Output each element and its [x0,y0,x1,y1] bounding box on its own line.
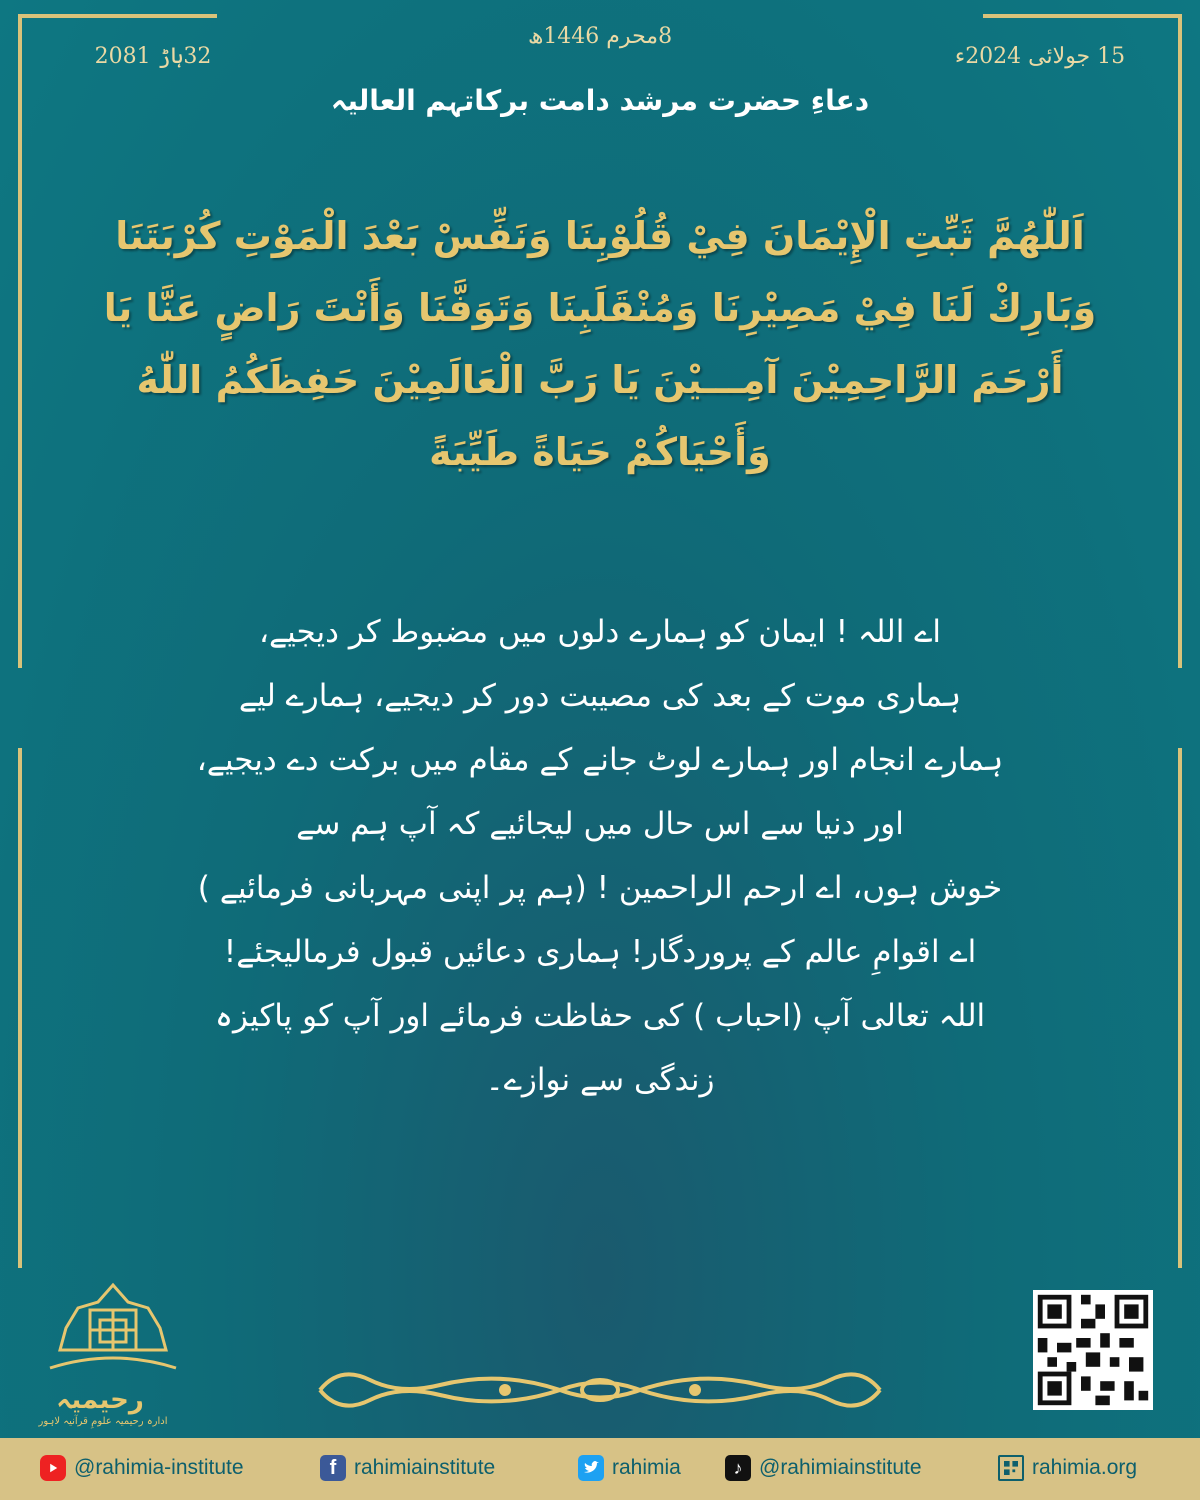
date-hijri: 8محرم 1446ھ [527,24,673,49]
website-url: rahimia.org [1032,1456,1138,1479]
facebook-link[interactable] [320,1452,495,1484]
qr-code[interactable] [1033,1290,1153,1410]
ornament-divider [300,1360,900,1420]
date-gregorian: 15 جولائی 2024ء [954,44,1126,69]
arabic-dua: اَللّٰهُمَّ ثَبِّتِ الْإِيْمَانَ فِيْ قُلُوْبِنَا وَنَفِّسْ بَعْدَ الْمَوْتِ كُرْبَتَنَا وَبَارِكْ لَنَا فِيْ مَصِيْرِنَا وَمُنْقَلَبِنَا وَتَوَفَّنَا وَأَنْتَ رَاضٍ عَنَّا يَا أَرْحَمَ الرَّاحِمِيْنَ آمِـــيْنَ يَا رَبَّ الْعَالَمِيْنَ حَفِظَكُمُ اللّٰهُ وَأَحْيَاكُمْ حَيَاةً طَيِّبَةً [103,214,1097,474]
website-link[interactable] [998,1452,1137,1484]
page-title: دعاءِ حضرت مرشد دامت برکاتہم العالیہ [330,84,870,117]
translation-line: زندگی سے نوازے۔ [485,1062,715,1098]
tiktok-link[interactable] [725,1452,922,1484]
tiktok-icon: ♪ [725,1455,751,1481]
date-bikrami: 32ہاڑ 2081 [94,44,212,69]
frame-bottom-left [18,748,22,1268]
urdu-translation [100,600,1100,1112]
translation-line: اے اقوامِ عالم کے پروردگار! ہماری دعائیں قبول فرمالیجئے! [223,934,977,970]
translation-line: اللہ تعالی آپ (احباب ) کی حفاظت فرمائے اور آپ کو پاکیزہ [214,998,986,1034]
youtube-handle: @rahimia-institute [74,1456,244,1479]
youtube-link[interactable] [40,1452,244,1484]
translation-line: خوش ہوں، اے ارحم الراحمین ! (ہم پر اپنی مہربانی فرمائیے ) [197,870,1003,906]
twitter-handle: rahimia [612,1456,681,1479]
logo-name: رحیمیہ [56,1385,144,1415]
twitter-icon [578,1455,604,1481]
youtube-icon [40,1455,66,1481]
tiktok-handle: @rahimiainstitute [759,1456,922,1479]
twitter-link[interactable] [578,1452,681,1484]
frame-bottom-right [1178,748,1182,1268]
qr-small-icon [998,1455,1024,1481]
translation-line: اے اللہ ! ایمان کو ہمارے دلوں میں مضبوط کر دیجیے، [259,614,941,650]
logo-subtitle: ادارہ رحیمیہ علومِ قرآنیہ لاہور [38,1416,168,1427]
facebook-handle: rahimiainstitute [354,1456,496,1479]
translation-line: ہماری موت کے بعد کی مصیبت دور کر دیجیے، ہمارے لیے [238,678,962,714]
facebook-icon: f [320,1455,346,1481]
translation-line: ہمارے انجام اور ہمارے لوٹ جانے کے مقام میں برکت دے دیجیے، [196,742,1004,778]
translation-line: اور دنیا سے اس حال میں لیجائیے کہ آپ ہم سے [296,806,904,842]
